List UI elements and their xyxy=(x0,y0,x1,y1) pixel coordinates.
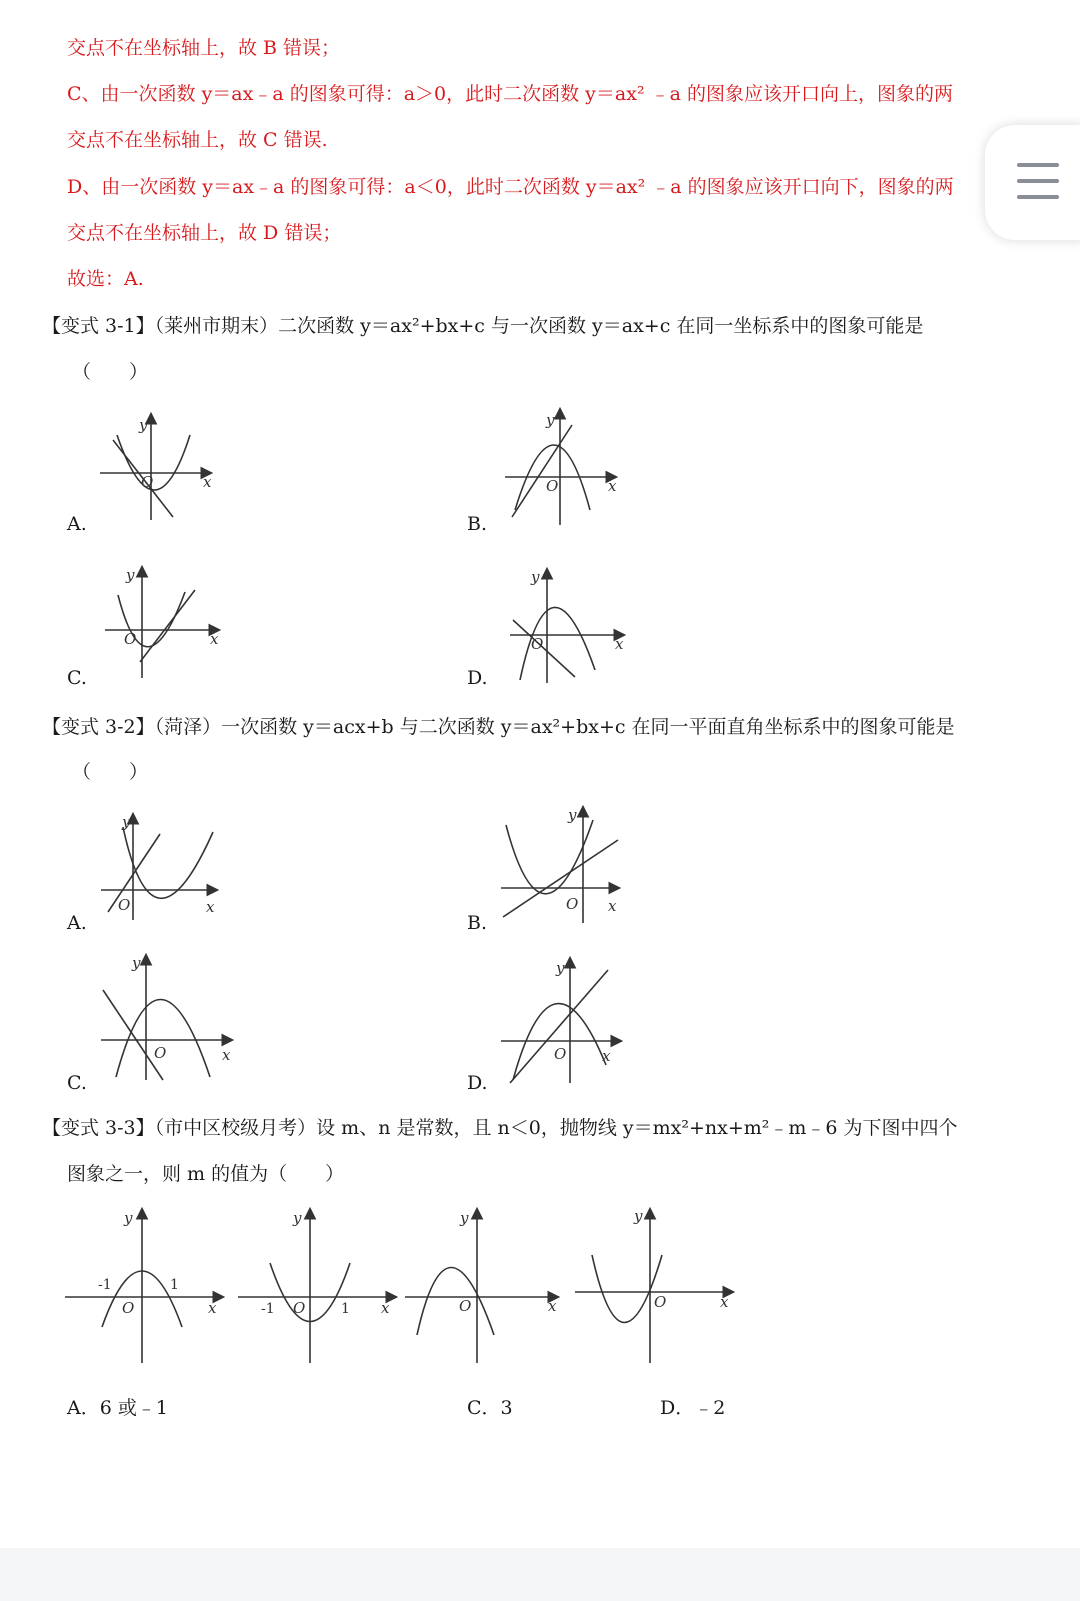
origin-label: O xyxy=(154,1044,167,1062)
graph-3-2-d xyxy=(498,955,628,1085)
tick-label: -1 xyxy=(261,1301,275,1317)
x-axis-label: x xyxy=(548,1297,557,1315)
question-title: 【变式 3-3】（市中区校级月考）设 m、n 是常数，且 n＜0，抛物线 y＝mx²+nx+m²﹣m﹣6 为下图中四个 xyxy=(42,1117,958,1139)
origin-label: O xyxy=(124,630,137,648)
y-axis-label: y xyxy=(634,1207,643,1225)
origin-label: O xyxy=(293,1299,306,1317)
x-axis-label: x xyxy=(608,897,617,915)
option-b-label: B. xyxy=(467,513,488,535)
graph-3-3-1 xyxy=(62,1205,232,1365)
question-subtitle: 图象之一，则 m 的值为（ ） xyxy=(67,1163,345,1185)
graph-3-2-b xyxy=(498,805,628,925)
x-axis-label: x xyxy=(602,1047,611,1065)
answer-line: 故选：A. xyxy=(67,268,144,290)
graph-3-1-a xyxy=(95,405,225,525)
question-title: 【变式 3-1】（莱州市期末）二次函数 y＝ax²+bx+c 与一次函数 y＝ax+c 在同一坐标系中的图象可能是 xyxy=(42,315,924,337)
solution-line: D、由一次函数 y＝ax﹣a 的图象可得：a＜0，此时二次函数 y＝ax² ﹣a 的图象应该开口向下，图象的两 xyxy=(67,176,954,198)
origin-label: O xyxy=(141,473,154,491)
tick-label: 1 xyxy=(170,1277,179,1293)
y-axis-label: y xyxy=(139,416,148,434)
option-d-label: D．﹣2 xyxy=(660,1397,726,1419)
option-c-label: C．3 xyxy=(467,1397,513,1419)
option-d-label: D. xyxy=(467,1072,488,1094)
question-title: 【变式 3-2】（菏泽）一次函数 y＝acx+b 与二次函数 y＝ax²+bx+c 在同一平面直角坐标系中的图象可能是 xyxy=(42,716,955,738)
graph-3-2-a xyxy=(98,812,228,922)
menu-button[interactable] xyxy=(985,125,1080,240)
solution-line: 交点不在坐标轴上，故 B 错误； xyxy=(67,37,341,59)
tick-label: 1 xyxy=(341,1301,350,1317)
solution-line: C、由一次函数 y＝ax﹣a 的图象可得：a＞0，此时二次函数 y＝ax² ﹣a 的图象应该开口向上，图象的两 xyxy=(67,83,953,105)
graph-3-3-4 xyxy=(572,1205,742,1365)
origin-label: O xyxy=(118,896,131,914)
hamburger-icon-bar xyxy=(1017,195,1059,199)
x-axis-label: x xyxy=(615,635,624,653)
option-a-label: A. xyxy=(67,513,87,535)
y-axis-label: y xyxy=(124,1209,133,1227)
solution-line: 交点不在坐标轴上，故 D 错误； xyxy=(67,222,342,244)
option-d-label: D. xyxy=(467,667,488,689)
footer-strip xyxy=(0,1548,1080,1601)
origin-label: O xyxy=(654,1293,667,1311)
y-axis-label: y xyxy=(546,411,555,429)
y-axis-label: y xyxy=(568,806,577,824)
y-axis-label: y xyxy=(132,954,141,972)
graph-3-2-c xyxy=(98,952,238,1082)
hamburger-icon-bar xyxy=(1017,179,1059,183)
x-axis-label: x xyxy=(720,1293,729,1311)
origin-label: O xyxy=(566,895,579,913)
x-axis-label: x xyxy=(206,898,215,916)
y-axis-label: y xyxy=(293,1209,302,1227)
solution-line: 交点不在坐标轴上，故 C 错误. xyxy=(67,129,328,151)
graph-3-1-d xyxy=(505,565,635,685)
y-axis-label: y xyxy=(122,813,131,831)
origin-label: O xyxy=(531,635,544,653)
hamburger-icon xyxy=(1017,163,1059,167)
x-axis-label: x xyxy=(222,1046,231,1064)
origin-label: O xyxy=(122,1299,135,1317)
x-axis-label: x xyxy=(608,477,617,495)
answer-paren: （ ） xyxy=(72,361,149,383)
option-c-label: C. xyxy=(67,1072,87,1094)
graph-3-3-3 xyxy=(402,1205,572,1365)
origin-label: O xyxy=(546,477,559,495)
graph-3-1-b xyxy=(500,405,630,525)
option-a-label: A. xyxy=(67,912,87,934)
x-axis-label: x xyxy=(381,1299,390,1317)
tick-label: -1 xyxy=(98,1277,112,1293)
y-axis-label: y xyxy=(126,566,135,584)
y-axis-label: y xyxy=(556,959,565,977)
y-axis-label: y xyxy=(531,568,540,586)
y-axis-label: y xyxy=(460,1209,469,1227)
x-axis-label: x xyxy=(208,1299,217,1317)
x-axis-label: x xyxy=(210,630,219,648)
origin-label: O xyxy=(554,1045,567,1063)
option-c-label: C. xyxy=(67,667,87,689)
graph-3-1-c xyxy=(100,560,230,680)
answer-paren: （ ） xyxy=(72,761,149,783)
option-b-label: B. xyxy=(467,912,488,934)
x-axis-label: x xyxy=(203,473,212,491)
graph-3-3-2 xyxy=(235,1205,405,1365)
option-a-label: A．6 或﹣1 xyxy=(67,1397,168,1419)
origin-label: O xyxy=(459,1297,472,1315)
